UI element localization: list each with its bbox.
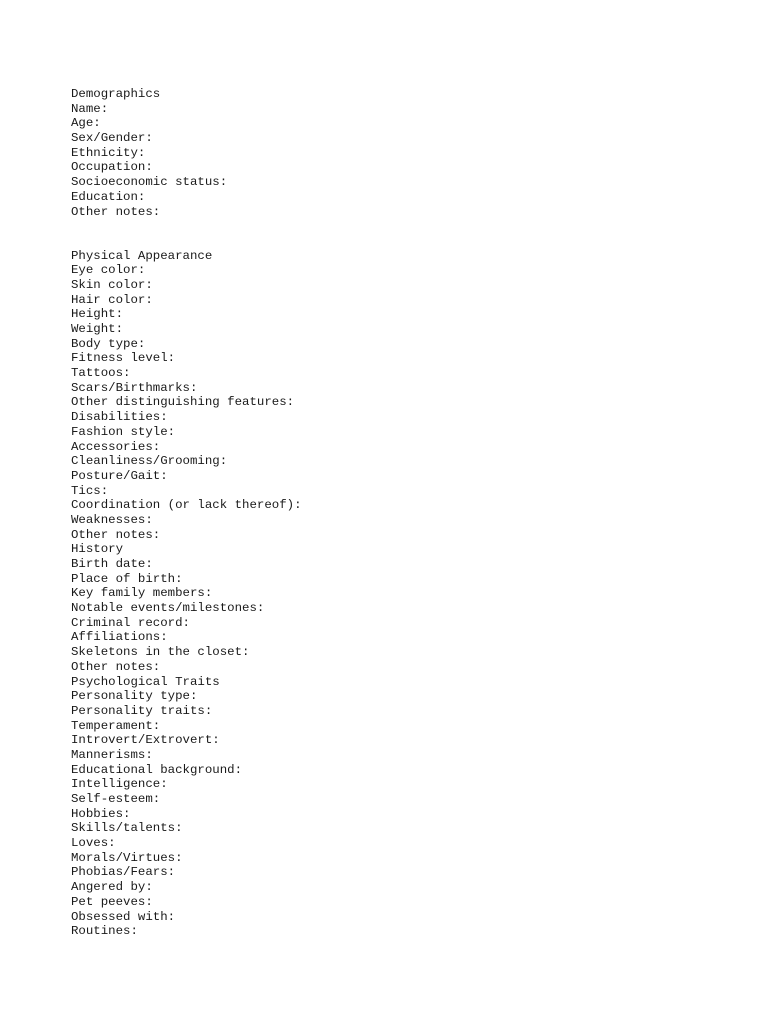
field-label: Ethnicity:	[71, 145, 146, 160]
character-profile-document	[71, 87, 751, 939]
field-label: Mannerisms:	[71, 747, 153, 762]
field-label: Tics:	[71, 483, 109, 498]
field-label: Other notes:	[71, 527, 161, 542]
field-label: Intelligence:	[71, 777, 168, 792]
field-label: Skeletons in the closet:	[71, 645, 250, 660]
field-label: Notable events/milestones:	[71, 601, 265, 616]
field-label: Other distinguishing features:	[71, 395, 295, 410]
section-heading-psychological-traits: Psychological Traits	[71, 674, 220, 689]
field-label: Routines:	[71, 924, 138, 939]
field-label: Hair color:	[71, 292, 153, 307]
field-label: Obsessed with:	[71, 909, 176, 924]
field-label: Other notes:	[71, 204, 161, 219]
field-label: Loves:	[71, 836, 116, 851]
field-label: Personality type:	[71, 689, 198, 704]
section-heading-physical-appearance: Physical Appearance	[71, 248, 213, 263]
field-label: Coordination (or lack thereof):	[71, 498, 302, 513]
field-label: Eye color:	[71, 263, 146, 278]
field-label: Cleanliness/Grooming:	[71, 454, 228, 469]
section-physical-appearance	[71, 249, 751, 543]
field-label: Fitness level:	[71, 351, 176, 366]
field-label: Name:	[71, 101, 109, 116]
field-label: Fashion style:	[71, 424, 176, 439]
field-label: Self-esteem:	[71, 792, 161, 807]
field-label: Weight:	[71, 322, 124, 337]
section-heading-history: History	[71, 542, 124, 557]
field-label: Affiliations:	[71, 630, 168, 645]
field-label: Criminal record:	[71, 615, 190, 630]
field-label: Scars/Birthmarks:	[71, 380, 198, 395]
field-label: Sex/Gender:	[71, 131, 153, 146]
field-label: Place of birth:	[71, 571, 183, 586]
section-psychological-traits	[71, 675, 751, 939]
field-label: Height:	[71, 307, 124, 322]
field-label: Hobbies:	[71, 806, 131, 821]
field-label: Age:	[71, 116, 101, 131]
field-label: Skin color:	[71, 277, 153, 292]
field-label: Birth date:	[71, 557, 153, 572]
field-label: Weaknesses:	[71, 512, 153, 527]
field-label: Occupation:	[71, 160, 153, 175]
field-label: Posture/Gait:	[71, 468, 168, 483]
field-label: Other notes:	[71, 659, 161, 674]
field-label: Pet peeves:	[71, 894, 153, 909]
section-demographics	[71, 87, 751, 219]
field-label: Socioeconomic status:	[71, 175, 228, 190]
field-label: Education:	[71, 189, 146, 204]
field-label: Temperament:	[71, 718, 161, 733]
field-label: Angered by:	[71, 880, 153, 895]
field-label: Accessories:	[71, 439, 161, 454]
field-label: Phobias/Fears:	[71, 865, 176, 880]
field-label: Skills/talents:	[71, 821, 183, 836]
field-label: Educational background:	[71, 762, 243, 777]
field-label: Morals/Virtues:	[71, 850, 183, 865]
field-label: Key family members:	[71, 586, 213, 601]
section-spacer	[71, 219, 751, 248]
field-label: Body type:	[71, 336, 146, 351]
section-heading-demographics: Demographics	[71, 87, 161, 101]
field-label: Disabilities:	[71, 410, 168, 425]
section-history	[71, 542, 751, 674]
field-label: Tattoos:	[71, 366, 131, 381]
field-label: Introvert/Extrovert:	[71, 733, 220, 748]
field-label: Personality traits:	[71, 703, 213, 718]
